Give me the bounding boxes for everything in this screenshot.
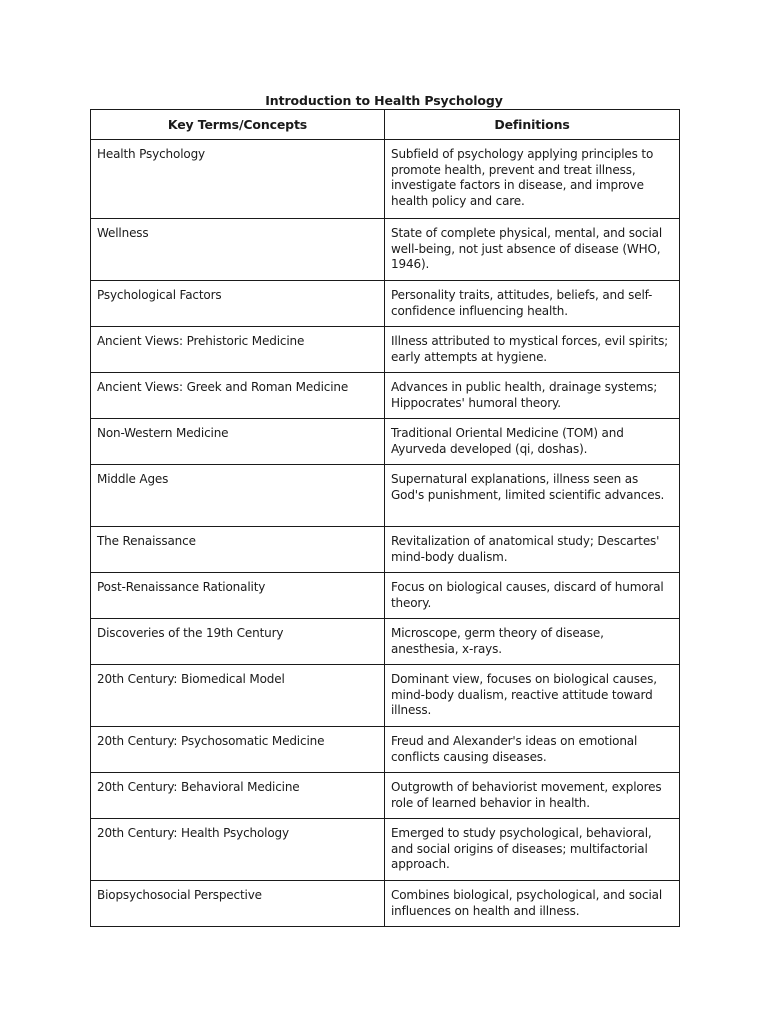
table-row [91,465,680,527]
table-row [91,327,680,373]
term-cell: Non-Western Medicine [91,419,385,465]
definition-cell: Dominant view, focuses on biological causes, mind-body dualism, reactive attitude toward illness. [385,665,680,727]
definition-cell: Combines biological, psychological, and social influences on health and illness. [385,881,680,927]
table-row [91,619,680,665]
term-cell: 20th Century: Behavioral Medicine [91,773,385,819]
definition-cell: Subfield of psychology applying principles to promote health, prevent and treat illness, investigate factors in disease, and improve health policy and care. [385,140,680,219]
definition-cell: Outgrowth of behaviorist movement, explores role of learned behavior in health. [385,773,680,819]
definition-cell: Traditional Oriental Medicine (TOM) and Ayurveda developed (qi, doshas). [385,419,680,465]
definition-cell: Personality traits, attitudes, beliefs, and self-confidence influencing health. [385,281,680,327]
term-cell: Discoveries of the 19th Century [91,619,385,665]
table-header-row [91,110,680,140]
term-cell: 20th Century: Biomedical Model [91,665,385,727]
definition-cell: State of complete physical, mental, and social well-being, not just absence of disease (WHO, 1946). [385,219,680,281]
column-header-definitions: Definitions [385,110,680,140]
page-title: Introduction to Health Psychology [265,93,503,108]
table-row [91,727,680,773]
term-cell: 20th Century: Health Psychology [91,819,385,881]
table-row [91,773,680,819]
term-cell: Psychological Factors [91,281,385,327]
column-header-terms: Key Terms/Concepts [91,110,385,140]
table-row [91,281,680,327]
definition-cell: Revitalization of anatomical study; Descartes' mind-body dualism. [385,527,680,573]
table-row [91,665,680,727]
term-cell: The Renaissance [91,527,385,573]
definition-cell: Microscope, germ theory of disease, anesthesia, x-rays. [385,619,680,665]
terms-table [90,109,680,927]
table-row [91,527,680,573]
term-cell: Health Psychology [91,140,385,219]
table-row [91,419,680,465]
term-cell: 20th Century: Psychosomatic Medicine [91,727,385,773]
table-row [91,373,680,419]
definition-cell: Illness attributed to mystical forces, evil spirits; early attempts at hygiene. [385,327,680,373]
definition-cell: Focus on biological causes, discard of humoral theory. [385,573,680,619]
term-cell: Biopsychosocial Perspective [91,881,385,927]
term-cell: Ancient Views: Prehistoric Medicine [91,327,385,373]
table-row [91,140,680,219]
table-row [91,881,680,927]
term-cell: Ancient Views: Greek and Roman Medicine [91,373,385,419]
table-row [91,573,680,619]
definition-cell: Advances in public health, drainage systems; Hippocrates' humoral theory. [385,373,680,419]
term-cell: Middle Ages [91,465,385,527]
definition-cell: Freud and Alexander's ideas on emotional conflicts causing diseases. [385,727,680,773]
table-row [91,819,680,881]
definition-cell: Supernatural explanations, illness seen as God's punishment, limited scientific advances. [385,465,680,527]
term-cell: Post-Renaissance Rationality [91,573,385,619]
definition-cell: Emerged to study psychological, behavioral, and social origins of diseases; multifactorial approach. [385,819,680,881]
term-cell: Wellness [91,219,385,281]
table-row [91,219,680,281]
